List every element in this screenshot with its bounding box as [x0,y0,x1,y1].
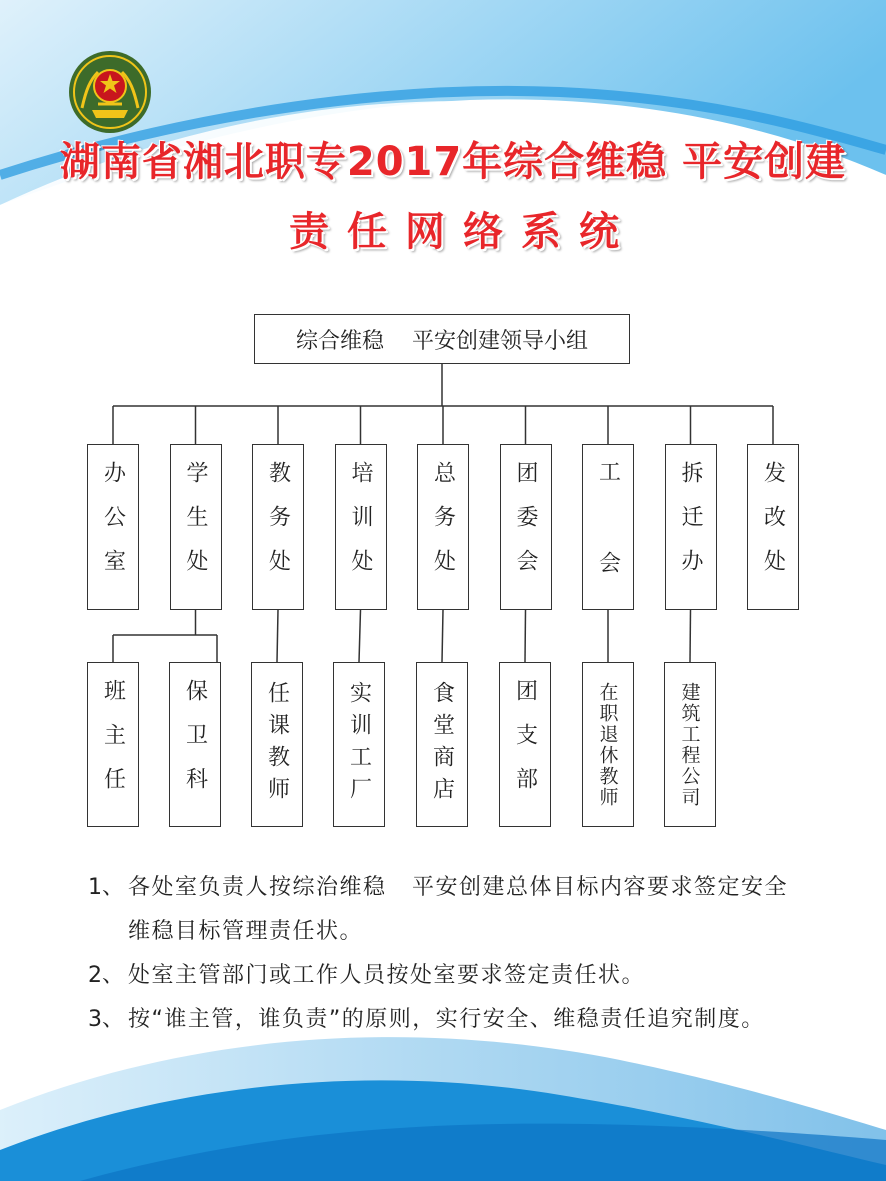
department-node [500,444,552,610]
child-node [333,662,385,827]
department-node-label: 发改处 [760,461,786,593]
child-node-label: 班主任 [100,678,126,811]
note-text: 按“谁主管，谁负责”的原则，实行安全、维稳责任追究制度。 [128,1007,765,1032]
department-node-label: 教务处 [265,461,291,593]
department-node [335,444,387,610]
child-connector [525,610,526,662]
child-node [416,662,468,827]
child-node-label: 保卫科 [182,678,208,811]
department-node [665,444,717,610]
title-line-1: 湖南省湘北职专2017年综合维稳 平安创建 [59,139,847,185]
child-node [169,662,221,827]
child-node-label: 在职退休教师 [596,681,619,808]
child-node-label: 实训工厂 [346,680,372,809]
child-connector [277,610,278,662]
child-node-label: 食堂商店 [429,680,455,809]
department-node [582,444,634,610]
note-text: 处室主管部门或工作人员按处室要求签定责任状。 [128,963,646,988]
department-node [747,444,799,610]
note-item-2 [88,954,808,998]
child-connector [690,610,691,662]
note-item-3 [88,998,808,1042]
child-node [87,662,139,827]
department-node [417,444,469,610]
note-item-1 [88,866,808,954]
department-node-label: 团委会 [513,461,538,593]
note-number: 3、 [88,1007,124,1032]
department-node-label: 拆迁办 [678,461,703,593]
department-node [170,444,222,610]
department-node-label: 总务处 [430,461,456,593]
child-node-label: 建筑工程公司 [678,681,701,808]
department-node-label: 培训处 [348,461,373,593]
child-node [499,662,551,827]
note-text: 各处室负责人按综治维稳 平安创建总体目标内容要求签定安全维稳目标管理责任状。 [128,875,788,944]
child-node [251,662,303,827]
child-connector [442,610,443,662]
child-node [582,662,634,827]
department-node [252,444,304,610]
child-connector [359,610,361,662]
notes-list [88,866,808,1042]
title-line-2: 责任网络系统 [289,209,637,255]
child-node-label: 任课教师 [264,680,290,809]
department-node-label: 学生处 [183,461,208,593]
note-number: 2、 [88,963,124,988]
department-node-label: 工 会 [595,459,621,595]
department-node [87,444,139,610]
department-node-label: 办公室 [100,461,126,593]
org-root-node: 综合维稳 平安创建领导小组 [254,314,630,364]
child-node-label: 团支部 [512,678,538,811]
note-number: 1、 [88,875,124,900]
child-node [664,662,716,827]
